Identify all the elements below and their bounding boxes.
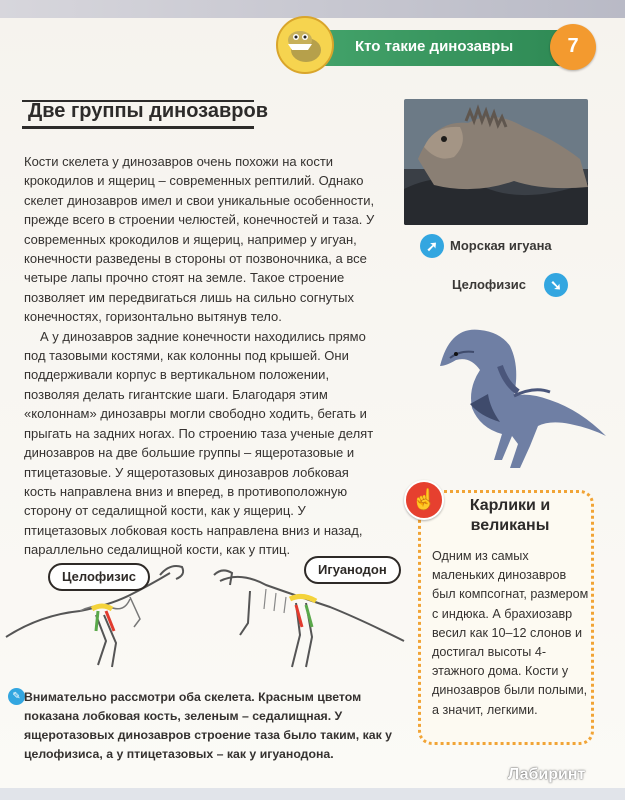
celophysis-illustration (410, 296, 620, 476)
paragraph: Кости скелета у динозавров очень похожи на кости крокодилов и ящериц – современных рептилий. Однако скелет динозавров имел и свои уникальные особенности, прежде всего в строении челюстей, конечностей и таза. У современных крокодилов и ящериц, например у игуан, конечности разведены в стороны от позвоночника, а все четыре лапы прочно стоят на земле. Такое строение позволяет им передвигаться лишь на сильно согнутых конечностях, горизонтально вытянув тело. (24, 154, 375, 325)
skeleton-note: Внимательно рассмотри оба скелета. Красным цветом показана лобковая кость, зеленым – седалищная. У ящеротазовых динозавров строение таза было таким, как у целофизиса, а у птицетазовых – как у игуанодона. (24, 690, 393, 761)
celophysis-caption: Целофизис (452, 277, 526, 292)
celophysis-label: Целофизис (48, 563, 150, 591)
section-title-underline (22, 126, 254, 129)
iguana-caption: Морская игуана (450, 238, 552, 253)
paragraph: А у динозавров задние конечности находились прямо под тазовыми костями, как колонны под крышей. Они поддерживали корпус в вертикальном положении, позволяя делать гигантские шаги. Благодаря этим «колоннам» динозавры могли свободно ходить, бегать и прыгать на задних ногах. По строению таза ученые делят динозавров на две большие группы – ящеротазовые и птицетазовые. У ящеротазовых динозавров лобковая кость направлена вниз и вперед, в противоположную сторону от седалищной кости, как у ящериц. У птицетазовых лобковая кость направлена вниз и назад, параллельно седалищной кости, как у птиц. (24, 328, 374, 558)
fact-box-title: Карлики и великаны (469, 497, 551, 534)
page-bottom-strip (0, 788, 625, 800)
arrow-icon: ➚ (420, 234, 444, 258)
hand-pointer-icon: ☝ (404, 480, 444, 520)
iguanodon-skeleton (214, 570, 404, 667)
iguanodon-label: Игуанодон (304, 556, 401, 584)
page-top-band (0, 0, 625, 18)
arrow-icon: ➘ (544, 273, 568, 297)
marine-iguana-photo (404, 99, 588, 225)
chapter-title: Кто такие динозавры (355, 38, 514, 55)
pencil-icon: ✎ (8, 688, 25, 705)
dinosaur-mascot-icon (276, 16, 334, 74)
fact-box-text: Одним из самых маленьких динозавров был компсогнат, размером с индюка. А брахиозавр весил как 10–12 слонов и достигал высоты 4-этажного дома. Кости у динозавров были полыми, а значит, легкими. (432, 549, 589, 717)
section-title: Две группы динозавров (28, 100, 269, 122)
watermark-logo: Лабиринт (508, 766, 586, 783)
main-article-text (24, 152, 379, 560)
page-number: 7 (567, 35, 579, 57)
